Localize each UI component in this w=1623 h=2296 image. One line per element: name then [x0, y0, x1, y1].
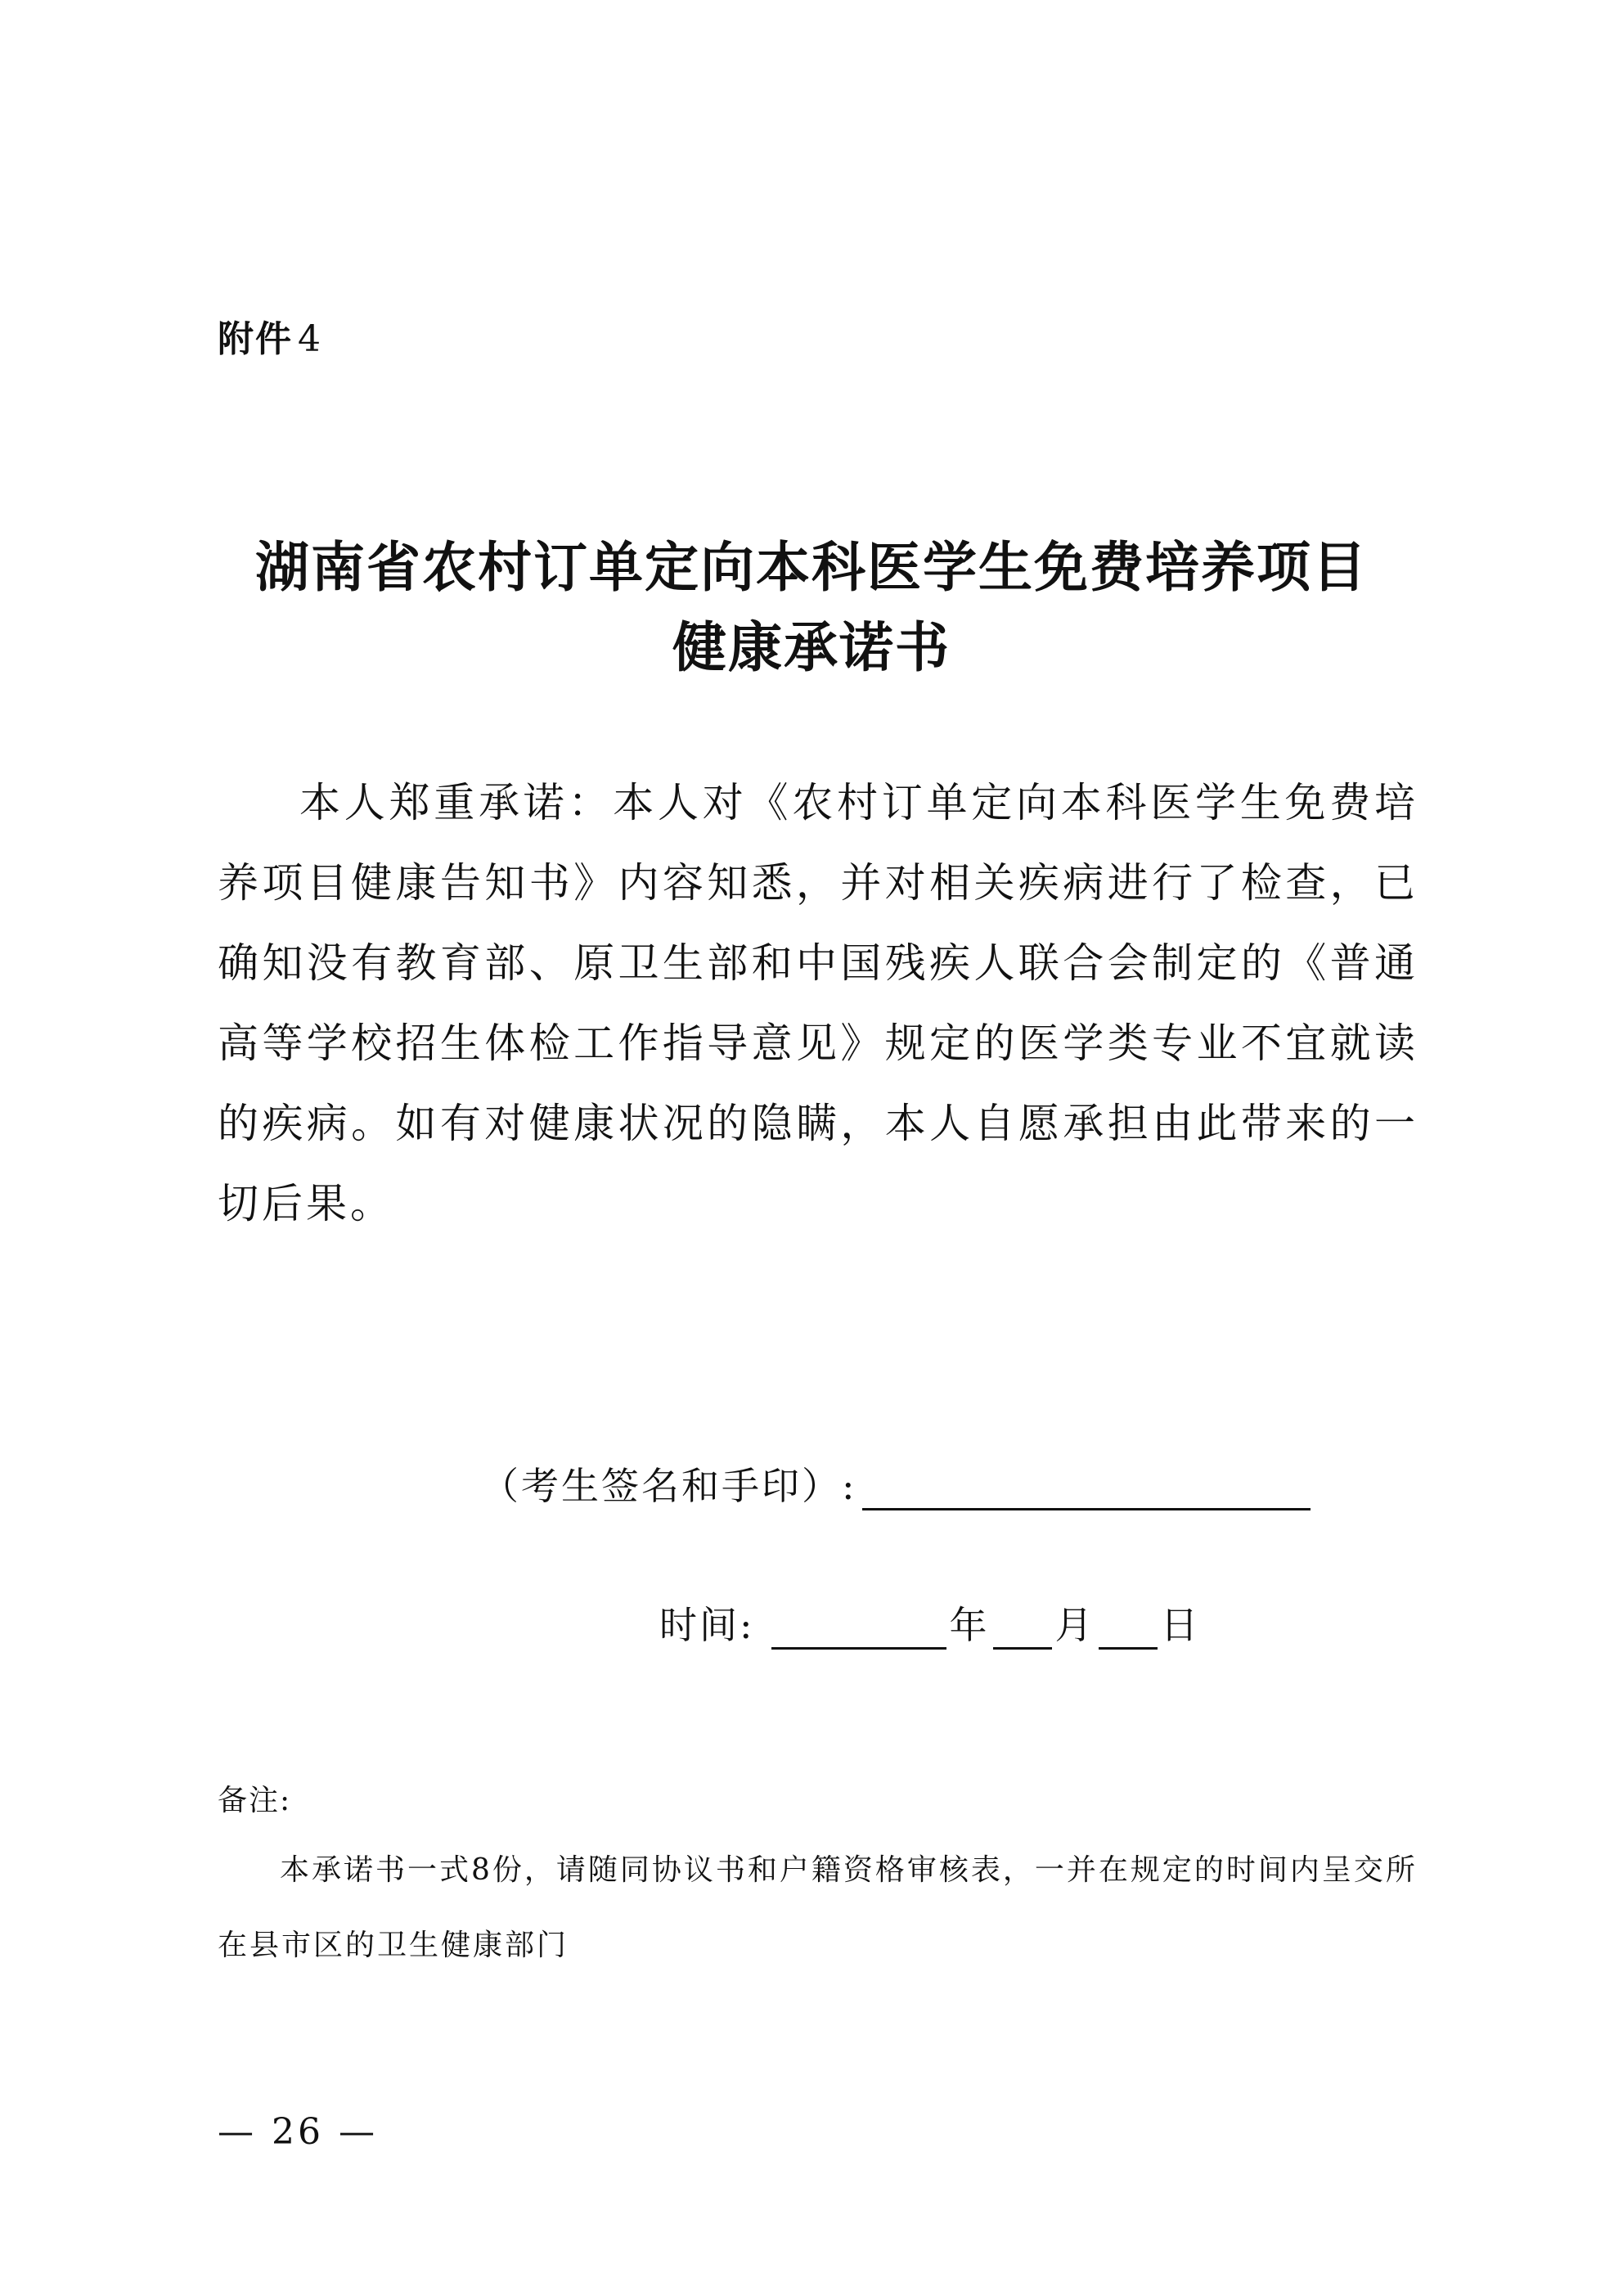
date-row [659, 1596, 1201, 1650]
date-label: 时间: [659, 1603, 755, 1647]
day-field[interactable] [1099, 1609, 1158, 1650]
notes-text: 本承诺书一式8份，请随同协议书和户籍资格审核表，一并在规定的时间内呈交所在县市区的卫生健康部门 [218, 1853, 1418, 1962]
pledge-paragraph: 本人郑重承诺：本人对《农村订单定向本科医学生免费培养项目健康告知书》内容知悉，并对相关疾病进行了检查，已确知没有教育部、原卫生部和中国残疾人联合会制定的《普通高等学校招生体检工作指导意见》规定的医学类专业不宜就读的疾病。如有对健康状况的隐瞒，本人自愿承担由此带来的一切后果。 [218, 779, 1418, 1227]
page-number: — 26 — [218, 2111, 378, 2153]
year-field[interactable] [771, 1609, 946, 1650]
month-field[interactable] [993, 1609, 1052, 1650]
signature-field[interactable] [862, 1470, 1311, 1510]
month-label: 月 [1054, 1603, 1095, 1647]
notes-label: 备注: [218, 1784, 292, 1817]
day-label: 日 [1160, 1603, 1201, 1647]
attachment-label [218, 309, 322, 362]
signature-label: （考生签名和手印）: [481, 1464, 857, 1508]
year-label: 年 [949, 1603, 990, 1647]
document-title-line1: 湖南省农村订单定向本科医学生免费培养项目 [255, 535, 1368, 599]
attachment-text: 附件 [218, 318, 293, 360]
document-title-line2: 健康承诺书 [672, 615, 951, 679]
attachment-number: 4 [298, 318, 322, 360]
signature-row [481, 1456, 1311, 1510]
